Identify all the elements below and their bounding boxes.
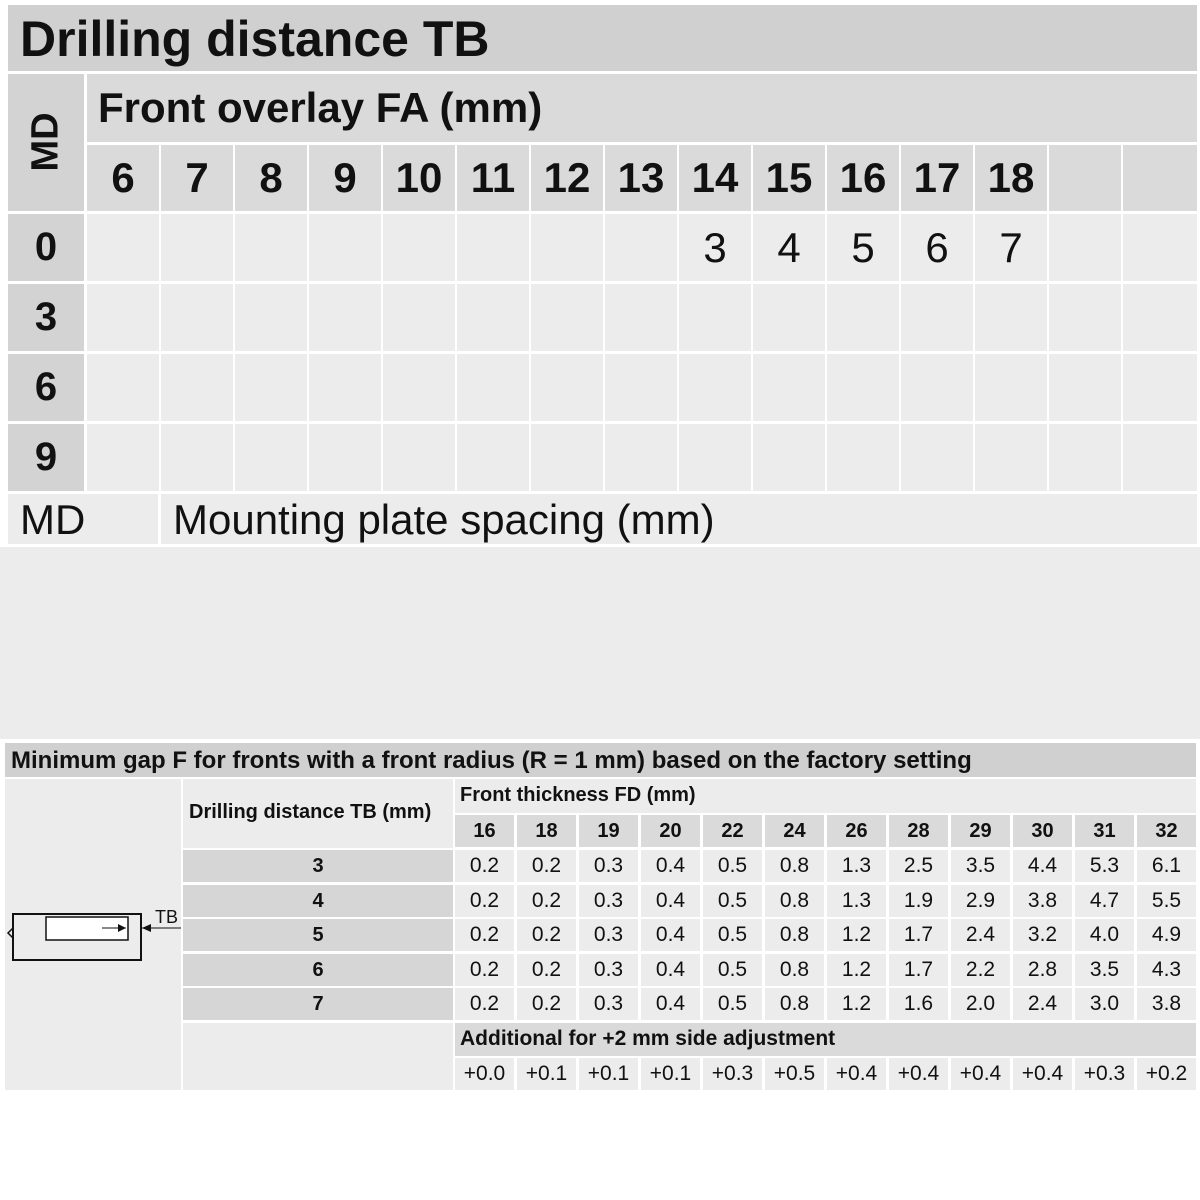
tb-value-cell	[1123, 354, 1197, 421]
tb-value-cell	[457, 214, 529, 281]
tb-value-cell	[383, 214, 455, 281]
gap-table-title-bar	[5, 743, 1196, 777]
tb-value-cell	[87, 214, 159, 281]
tb-value-cell	[975, 354, 1047, 421]
gap-value-cell: 0.3	[579, 885, 638, 917]
gap-value-cell: 2.4	[1013, 988, 1072, 1020]
tb-header-cell	[183, 779, 453, 848]
fa-value-cell	[1123, 145, 1197, 211]
fa-header-cell	[87, 74, 1197, 142]
gap-value-cell: 0.5	[703, 850, 762, 882]
spacer-band	[0, 547, 1200, 739]
gap-value-cell: 2.4	[951, 919, 1010, 951]
additional-header-cell	[455, 1023, 1196, 1056]
tb-value-cell	[901, 284, 973, 351]
gap-value-cell: 2.5	[889, 850, 948, 882]
gap-value-cell: 0.4	[641, 850, 700, 882]
fa-value-cell: 12	[531, 145, 603, 211]
tb-value-cell	[753, 284, 825, 351]
tb-value-cell	[827, 284, 899, 351]
gap-value-cell: 2.2	[951, 954, 1010, 986]
tb-value-cell	[235, 214, 307, 281]
tb-value-cell	[161, 424, 233, 491]
additional-value-cell: +0.4	[889, 1058, 948, 1090]
gap-value-cell: 0.3	[579, 919, 638, 951]
tb-value-cell	[1049, 214, 1121, 281]
tb-value-cell	[605, 424, 677, 491]
fa-value-cell: 14	[679, 145, 751, 211]
drilling-table-title: Drilling distance TB	[20, 11, 490, 67]
tb-value-cell	[1123, 424, 1197, 491]
additional-value-cell: +0.4	[951, 1058, 1010, 1090]
diagram-tb-label: TB	[155, 907, 179, 927]
additional-value-cell: +0.3	[1075, 1058, 1134, 1090]
fd-value-cell: 32	[1137, 815, 1196, 847]
tb-header-label: Drilling distance TB (mm)	[189, 801, 432, 823]
additional-value-cell: +0.4	[827, 1058, 886, 1090]
tb-value-cell	[161, 284, 233, 351]
tb-value-cell	[901, 424, 973, 491]
gap-value-cell: 0.2	[455, 885, 514, 917]
tb-value-cell	[1049, 354, 1121, 421]
tb-value-cell	[1049, 424, 1121, 491]
tb-value-cell	[827, 354, 899, 421]
gap-value-cell: 0.8	[765, 885, 824, 917]
additional-value-cell: +0.3	[703, 1058, 762, 1090]
tb-value-cell	[531, 284, 603, 351]
fa-value-cell: 13	[605, 145, 677, 211]
fd-value-cell: 18	[517, 815, 576, 847]
md-header-cell	[8, 74, 84, 211]
tb-value-cell	[753, 424, 825, 491]
gap-value-cell: 4.7	[1075, 885, 1134, 917]
gap-value-cell: 2.9	[951, 885, 1010, 917]
tb-value-cell: 6	[901, 214, 973, 281]
gap-value-cell: 0.5	[703, 954, 762, 986]
gap-value-cell: 0.4	[641, 988, 700, 1020]
md-header-label: MD	[24, 112, 67, 172]
gap-value-cell: 0.2	[455, 919, 514, 951]
gap-value-cell: 2.8	[1013, 954, 1072, 986]
gap-value-cell: 3.2	[1013, 919, 1072, 951]
footer-description-cell	[161, 494, 1197, 544]
fd-value-cell: 22	[703, 815, 762, 847]
tb-value-cell	[827, 424, 899, 491]
tb-value-cell	[235, 354, 307, 421]
gap-value-cell: 4.3	[1137, 954, 1196, 986]
fd-value-cell: 19	[579, 815, 638, 847]
gap-value-cell: 0.4	[641, 885, 700, 917]
gap-value-cell: 0.2	[517, 919, 576, 951]
fa-value-cell: 9	[309, 145, 381, 211]
tb-value-cell	[383, 284, 455, 351]
tb-value-cell	[531, 214, 603, 281]
gap-value-cell: 4.4	[1013, 850, 1072, 882]
tb-value-cell	[161, 214, 233, 281]
gap-value-cell: 1.2	[827, 988, 886, 1020]
gap-value-cell: 0.8	[765, 954, 824, 986]
gap-value-cell: 3.0	[1075, 988, 1134, 1020]
gap-value-cell: 0.4	[641, 954, 700, 986]
gap-value-cell: 3.5	[951, 850, 1010, 882]
gap-value-cell: 1.3	[827, 885, 886, 917]
tb-value-cell	[679, 284, 751, 351]
tb-value-cell	[309, 284, 381, 351]
gap-value-cell: 4.0	[1075, 919, 1134, 951]
tb-value-cell	[1123, 284, 1197, 351]
gap-value-cell: 0.2	[517, 850, 576, 882]
gap-value-cell: 0.2	[517, 988, 576, 1020]
outer-arrow-head	[142, 924, 151, 932]
fa-header-label: Front overlay FA (mm)	[98, 84, 543, 131]
footer-description: Mounting plate spacing (mm)	[173, 496, 715, 543]
additional-value-cell: +0.1	[517, 1058, 576, 1090]
gap-value-cell: 0.8	[765, 919, 824, 951]
tb-value-cell	[383, 354, 455, 421]
tb-value-cell	[1123, 214, 1197, 281]
tb-value-cell	[235, 424, 307, 491]
drilling-table-title-bar	[8, 5, 1197, 71]
tb-value-cell	[605, 284, 677, 351]
fd-value-cell: 31	[1075, 815, 1134, 847]
tb-row-label: 4	[183, 885, 453, 917]
tb-row-label: 6	[183, 954, 453, 986]
fd-value-cell: 16	[455, 815, 514, 847]
fa-value-cell: 16	[827, 145, 899, 211]
tb-value-cell	[531, 354, 603, 421]
additional-value-cell: +0.5	[765, 1058, 824, 1090]
gap-value-cell: 5.5	[1137, 885, 1196, 917]
gap-value-cell: 0.4	[641, 919, 700, 951]
fa-value-cell	[1049, 145, 1121, 211]
gap-value-cell: 0.5	[703, 885, 762, 917]
tb-value-cell	[1049, 284, 1121, 351]
gap-value-cell: 5.3	[1075, 850, 1134, 882]
fa-value-cell: 7	[161, 145, 233, 211]
tb-value-cell	[383, 424, 455, 491]
md-row-label: 0	[8, 214, 84, 281]
tb-value-cell: 7	[975, 214, 1047, 281]
tb-value-cell	[975, 424, 1047, 491]
tb-value-cell	[457, 284, 529, 351]
gap-value-cell: 0.5	[703, 919, 762, 951]
tb-row-label: 7	[183, 988, 453, 1020]
tb-value-cell	[457, 424, 529, 491]
additional-value-cell: +0.1	[579, 1058, 638, 1090]
gap-value-cell: 0.2	[455, 954, 514, 986]
fa-value-cell: 8	[235, 145, 307, 211]
gap-value-cell: 0.8	[765, 988, 824, 1020]
tb-value-cell	[309, 424, 381, 491]
tb-value-cell: 4	[753, 214, 825, 281]
fa-value-cell: 10	[383, 145, 455, 211]
gap-value-cell: 1.6	[889, 988, 948, 1020]
fa-value-cell: 18	[975, 145, 1047, 211]
md-row-label: 9	[8, 424, 84, 491]
gap-value-cell: 0.8	[765, 850, 824, 882]
fd-value-cell: 30	[1013, 815, 1072, 847]
gap-value-cell: 0.2	[517, 954, 576, 986]
tb-value-cell	[309, 354, 381, 421]
tb-value-cell	[457, 354, 529, 421]
additional-header-label: Additional for +2 mm side adjustment	[460, 1027, 836, 1050]
tb-value-cell	[901, 354, 973, 421]
gap-value-cell: 1.7	[889, 919, 948, 951]
tb-value-cell	[605, 214, 677, 281]
gap-value-cell: 3.8	[1137, 988, 1196, 1020]
tb-value-cell	[975, 284, 1047, 351]
gap-value-cell: 1.7	[889, 954, 948, 986]
fa-value-cell: 17	[901, 145, 973, 211]
gap-value-cell: 0.2	[455, 988, 514, 1020]
tb-value-cell: 5	[827, 214, 899, 281]
gap-value-cell: 0.2	[517, 885, 576, 917]
gap-value-cell: 2.0	[951, 988, 1010, 1020]
fd-value-cell: 24	[765, 815, 824, 847]
additional-value-cell: +0.1	[641, 1058, 700, 1090]
tb-row-label: 3	[183, 850, 453, 882]
drilling-distance-diagram	[6, 900, 186, 970]
gap-value-cell: 1.2	[827, 919, 886, 951]
tb-value-cell	[753, 354, 825, 421]
md-row-label: 6	[8, 354, 84, 421]
fd-header-cell	[455, 779, 1196, 813]
fa-value-cell: 11	[457, 145, 529, 211]
tb-value-cell	[235, 284, 307, 351]
tb-value-cell	[87, 424, 159, 491]
tb-value-cell: 3	[679, 214, 751, 281]
gap-value-cell: 0.2	[455, 850, 514, 882]
gap-value-cell: 4.9	[1137, 919, 1196, 951]
footer-md-label: MD	[20, 496, 86, 543]
tb-value-cell	[679, 424, 751, 491]
tb-value-cell	[87, 354, 159, 421]
tb-value-cell	[161, 354, 233, 421]
fa-value-cell: 15	[753, 145, 825, 211]
gap-value-cell: 3.8	[1013, 885, 1072, 917]
fd-value-cell: 26	[827, 815, 886, 847]
gap-value-cell: 1.3	[827, 850, 886, 882]
additional-left-cell	[183, 1023, 453, 1090]
gap-value-cell: 0.5	[703, 988, 762, 1020]
fa-value-cell: 6	[87, 145, 159, 211]
gap-value-cell: 6.1	[1137, 850, 1196, 882]
fd-value-cell: 20	[641, 815, 700, 847]
gap-value-cell: 0.3	[579, 988, 638, 1020]
additional-value-cell: +0.0	[455, 1058, 514, 1090]
additional-value-cell: +0.4	[1013, 1058, 1072, 1090]
gap-table-title: Minimum gap F for fronts with a front radius (R = 1 mm) based on the factory setting	[11, 747, 972, 774]
tb-value-cell	[87, 284, 159, 351]
fd-header-label: Front thickness FD (mm)	[460, 784, 696, 806]
md-row-label: 3	[8, 284, 84, 351]
gap-value-cell: 1.2	[827, 954, 886, 986]
additional-value-cell: +0.2	[1137, 1058, 1196, 1090]
tb-row-label: 5	[183, 919, 453, 951]
fd-value-cell: 29	[951, 815, 1010, 847]
gap-value-cell: 0.3	[579, 850, 638, 882]
gap-value-cell: 1.9	[889, 885, 948, 917]
tb-value-cell	[605, 354, 677, 421]
fd-value-cell: 28	[889, 815, 948, 847]
gap-value-cell: 0.3	[579, 954, 638, 986]
footer-md-cell	[8, 494, 158, 544]
tb-value-cell	[309, 214, 381, 281]
tb-value-cell	[531, 424, 603, 491]
gap-value-cell: 3.5	[1075, 954, 1134, 986]
tb-value-cell	[679, 354, 751, 421]
